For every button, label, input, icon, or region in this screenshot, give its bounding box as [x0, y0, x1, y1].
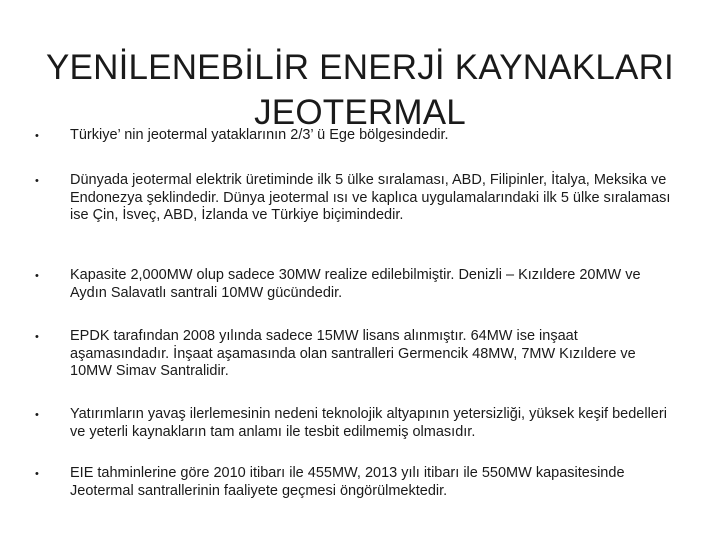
bullet-dot: • [35, 409, 39, 421]
title-line-2: JEOTERMAL [254, 93, 466, 133]
bullet-dot: • [35, 130, 39, 142]
bullet-dot: • [35, 468, 39, 480]
bullet-text: EPDK tarafından 2008 yılında sadece 15MW lisans alınmıştır. 64MW ise inşaat aşamasındadır. İnşaat aşamasında olan santralleri Germencik 48MW, 7MW Kızıldere ve 10MW Simav Santralidir. [70, 328, 636, 379]
bullet-dot: • [35, 331, 39, 343]
bullet-dot: • [35, 175, 39, 187]
bullet-text: Türkiye’ nin jeotermal yataklarının 2/3’ ü Ege bölgesindedir. [70, 127, 449, 143]
bullet-text: EIE tahminlerine göre 2010 itibarı ile 455MW, 2013 yılı itibarı ile 550MW kapasitesinde Jeotermal santrallerinin faaliyete geçmesi öngörülmektedir. [70, 465, 625, 499]
title-line-1: YENİLENEBİLİR ENERJİ KAYNAKLARI [46, 48, 674, 88]
bullet-text: Kapasite 2,000MW olup sadece 30MW realize edilebilmiştir. Denizli – Kızıldere 20MW ve Aydın Salavatlı santrali 10MW gücündedir. [70, 267, 641, 301]
bullet-text: Dünyada jeotermal elektrik üretiminde ilk 5 ülke sıralaması, ABD, Filipinler, İtalya, Meksika ve Endonezya şeklindedir. Dünya jeotermal ısı ve kaplıca uygulamalarındaki ilk 5 ülke sıralaması ise Çin, İsveç, ABD, İzlanda ve Türkiye biçimindedir. [70, 172, 671, 223]
bullet-dot: • [35, 270, 39, 282]
bullet-text: Yatırımların yavaş ilerlemesinin nedeni teknolojik altyapının yetersizliği, yüksek keşif bedelleri ve yeterli kaynakların tam anlamı ile tesbit edilmemiş olmasıdır. [70, 406, 667, 440]
slide-title [40, 45, 680, 135]
